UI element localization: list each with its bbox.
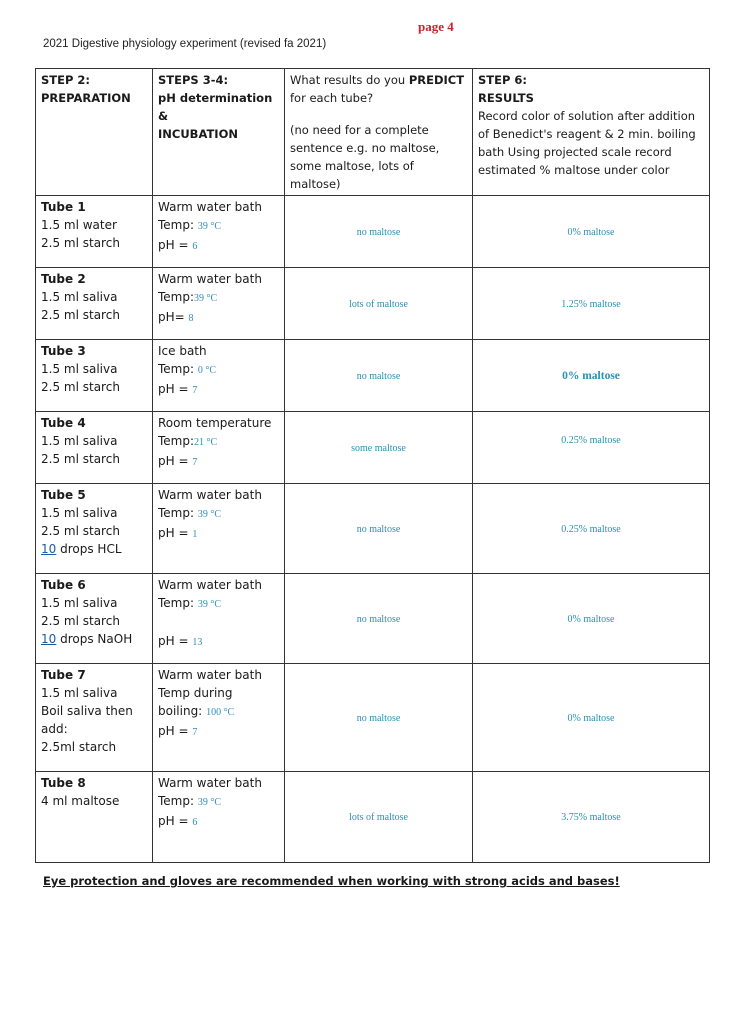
ph-line bbox=[158, 236, 279, 256]
temp-line bbox=[158, 594, 279, 614]
ph-line bbox=[158, 812, 279, 832]
ph-line bbox=[158, 722, 279, 742]
temp-value: 39 °C bbox=[197, 599, 222, 610]
temp-label-line: Temp during bbox=[158, 686, 233, 700]
tube-label: Tube 1 bbox=[41, 200, 86, 214]
incubation-cell bbox=[153, 664, 285, 772]
incubation-cell bbox=[153, 268, 285, 340]
ph-value: 7 bbox=[192, 727, 198, 738]
prep-line: 1.5 ml saliva bbox=[41, 434, 118, 448]
header-row bbox=[36, 69, 710, 196]
prep-line: 4 ml maltose bbox=[41, 794, 120, 808]
incubation-type: Warm water bath bbox=[158, 272, 262, 286]
ph-line bbox=[158, 452, 279, 472]
result-cell bbox=[473, 772, 710, 863]
header-steps34-line2: & bbox=[158, 109, 169, 123]
result-cell bbox=[473, 196, 710, 268]
tube-label: Tube 4 bbox=[41, 416, 86, 430]
result-value: 3.75% maltose bbox=[561, 812, 621, 823]
tube-label: Tube 7 bbox=[41, 668, 86, 682]
result-cell bbox=[473, 340, 710, 412]
prep-line: 1.5 ml saliva bbox=[41, 596, 118, 610]
ph-value: 6 bbox=[192, 817, 198, 828]
result-cell bbox=[473, 268, 710, 340]
header-step6-note: Record color of solution after addition of Benedict's reagent & 2 min. boiling bath Using projected scale record estimated % maltose under color bbox=[478, 109, 696, 177]
ph-value: 7 bbox=[192, 385, 198, 396]
ph-line bbox=[158, 380, 279, 400]
prep-line: 2.5 ml starch bbox=[41, 452, 120, 466]
prediction-value: lots of maltose bbox=[349, 812, 408, 823]
incubation-cell bbox=[153, 772, 285, 863]
prep-cell bbox=[36, 772, 153, 863]
ph-label: pH = bbox=[158, 238, 189, 252]
experiment-table bbox=[35, 68, 710, 863]
prep-line: 2.5 ml starch bbox=[41, 614, 120, 628]
ph-value: 6 bbox=[192, 241, 198, 252]
document-title: 2021 Digestive physiology experiment (revised fa 2021) bbox=[43, 38, 327, 50]
ph-label: pH= bbox=[158, 310, 185, 324]
incubation-cell bbox=[153, 412, 285, 484]
prep-line: 1.5 ml saliva bbox=[41, 290, 118, 304]
header-predict-bold: PREDICT bbox=[408, 73, 465, 87]
incubation-type: Warm water bath bbox=[158, 488, 262, 502]
header-step2 bbox=[36, 69, 153, 196]
ph-value: 1 bbox=[192, 529, 198, 540]
prep-line: 1.5 ml saliva bbox=[41, 362, 118, 376]
temp-line bbox=[158, 216, 279, 236]
prep-cell bbox=[36, 268, 153, 340]
ph-label: pH = bbox=[158, 724, 189, 738]
result-value: 0% maltose bbox=[567, 613, 615, 625]
safety-note: Eye protection and gloves are recommended when working with strong acids and bases! bbox=[43, 874, 620, 888]
header-step6 bbox=[473, 69, 710, 196]
incubation-type: Warm water bath bbox=[158, 200, 262, 214]
result-value: 1.25% maltose bbox=[561, 298, 621, 310]
prep-line: 1.5 ml water bbox=[41, 218, 117, 232]
temp-value: 39 °C bbox=[194, 293, 218, 304]
prediction-cell bbox=[285, 664, 473, 772]
incubation-type: Ice bath bbox=[158, 344, 207, 358]
prediction-cell bbox=[285, 340, 473, 412]
result-cell bbox=[473, 664, 710, 772]
temp-line bbox=[158, 360, 279, 380]
table-row bbox=[36, 412, 710, 484]
result-cell bbox=[473, 574, 710, 664]
prep-line: 2.5 ml starch bbox=[41, 380, 120, 394]
temp-line bbox=[158, 792, 279, 812]
ph-label: pH = bbox=[158, 814, 189, 828]
header-step2-title: STEP 2: bbox=[41, 73, 91, 87]
ph-line bbox=[158, 524, 279, 544]
prediction-value: no maltose bbox=[356, 523, 401, 535]
header-step6-subtitle: RESULTS bbox=[478, 91, 534, 105]
table-row bbox=[36, 664, 710, 772]
result-cell bbox=[473, 412, 710, 484]
prediction-cell bbox=[285, 412, 473, 484]
header-predict-pre: What results do you bbox=[290, 73, 409, 87]
prep-line: Boil saliva then bbox=[41, 704, 133, 718]
incubation-cell bbox=[153, 574, 285, 664]
prediction-value: some maltose bbox=[351, 442, 406, 454]
incubation-type: Room temperature bbox=[158, 416, 272, 430]
table-row bbox=[36, 340, 710, 412]
prep-cell bbox=[36, 574, 153, 664]
drops-label: drops NaOH bbox=[60, 632, 133, 646]
result-value: 0% maltose bbox=[567, 712, 615, 724]
ph-value: 7 bbox=[192, 457, 198, 468]
prediction-value: no maltose bbox=[356, 226, 401, 238]
result-cell bbox=[473, 484, 710, 574]
incubation-cell bbox=[153, 340, 285, 412]
temp-label: Temp: bbox=[158, 218, 195, 232]
table-row bbox=[36, 484, 710, 574]
result-value: 0.25% maltose bbox=[561, 523, 621, 535]
ph-line bbox=[158, 308, 279, 328]
header-predict-post: for each tube? bbox=[290, 91, 374, 105]
prediction-value: no maltose bbox=[356, 370, 401, 382]
header-steps34-line3: INCUBATION bbox=[158, 127, 238, 141]
prediction-cell bbox=[285, 268, 473, 340]
tube-label: Tube 6 bbox=[41, 578, 86, 592]
temp-line bbox=[158, 504, 279, 524]
temp-line bbox=[158, 432, 279, 452]
temp-value: 0 °C bbox=[197, 365, 217, 376]
table-row bbox=[36, 772, 710, 863]
prep-line: 2.5ml starch bbox=[41, 740, 117, 754]
header-predict-question bbox=[290, 71, 467, 107]
incubation-type: Warm water bath bbox=[158, 668, 262, 682]
prediction-cell bbox=[285, 574, 473, 664]
ph-label: pH = bbox=[158, 382, 189, 396]
header-steps34-title: STEPS 3-4: bbox=[158, 73, 229, 87]
result-value: 0% maltose bbox=[562, 370, 620, 382]
table-row bbox=[36, 574, 710, 664]
ph-value: 13 bbox=[192, 637, 203, 648]
prediction-cell bbox=[285, 772, 473, 863]
temp-label: Temp: bbox=[158, 506, 195, 520]
tube-label: Tube 3 bbox=[41, 344, 86, 358]
header-predict bbox=[285, 69, 473, 196]
temp-label: boiling: bbox=[158, 704, 203, 718]
ph-line bbox=[158, 632, 279, 652]
header-steps34 bbox=[153, 69, 285, 196]
temp-value: 100 °C bbox=[206, 707, 235, 718]
temp-value: 39 °C bbox=[197, 509, 222, 520]
prep-cell bbox=[36, 340, 153, 412]
tube-label: Tube 5 bbox=[41, 488, 86, 502]
result-value: 0.25% maltose bbox=[561, 435, 621, 446]
temp-line bbox=[158, 702, 279, 722]
incubation-cell bbox=[153, 484, 285, 574]
drops-label: drops HCL bbox=[60, 542, 122, 556]
incubation-cell bbox=[153, 196, 285, 268]
prep-line: 1.5 ml saliva bbox=[41, 686, 118, 700]
header-step6-title: STEP 6: bbox=[478, 73, 528, 87]
prep-line: add: bbox=[41, 722, 68, 736]
result-value: 0% maltose bbox=[567, 226, 615, 238]
temp-label: Temp: bbox=[158, 794, 195, 808]
prediction-value: lots of maltose bbox=[349, 298, 408, 310]
tube-label: Tube 8 bbox=[41, 776, 86, 790]
prep-line: 2.5 ml starch bbox=[41, 524, 120, 538]
temp-value: 21 °C bbox=[194, 437, 218, 448]
header-predict-note: (no need for a complete sentence e.g. no maltose, some maltose, lots of maltose) bbox=[290, 123, 440, 191]
table-row bbox=[36, 196, 710, 268]
prep-cell bbox=[36, 484, 153, 574]
temp-label: Temp: bbox=[158, 596, 195, 610]
prep-cell bbox=[36, 412, 153, 484]
temp-value: 39 °C bbox=[197, 797, 222, 808]
drops-number: 10 bbox=[41, 542, 57, 556]
ph-label: pH = bbox=[158, 634, 189, 648]
temp-label: Temp: bbox=[158, 290, 195, 304]
header-steps34-line1: pH determination bbox=[158, 91, 273, 105]
ph-label: pH = bbox=[158, 454, 189, 468]
temp-line bbox=[158, 288, 279, 308]
table-row bbox=[36, 268, 710, 340]
prep-line: 2.5 ml starch bbox=[41, 308, 120, 322]
prediction-value: no maltose bbox=[356, 613, 401, 625]
temp-label: Temp: bbox=[158, 362, 195, 376]
prediction-cell bbox=[285, 196, 473, 268]
prep-line: 1.5 ml saliva bbox=[41, 506, 118, 520]
prep-cell bbox=[36, 196, 153, 268]
prep-line: 2.5 ml starch bbox=[41, 236, 120, 250]
header-step2-subtitle: PREPARATION bbox=[41, 91, 131, 105]
ph-label: pH = bbox=[158, 526, 189, 540]
temp-value: 39 °C bbox=[197, 221, 222, 232]
prediction-value: no maltose bbox=[356, 712, 401, 724]
prep-cell bbox=[36, 664, 153, 772]
page-number: page 4 bbox=[418, 19, 454, 34]
ph-value: 8 bbox=[188, 313, 194, 324]
incubation-type: Warm water bath bbox=[158, 776, 262, 790]
prediction-cell bbox=[285, 484, 473, 574]
incubation-type: Warm water bath bbox=[158, 578, 262, 592]
drops-number: 10 bbox=[41, 632, 57, 646]
tube-label: Tube 2 bbox=[41, 272, 86, 286]
temp-label: Temp: bbox=[158, 434, 195, 448]
drops-line bbox=[41, 540, 147, 558]
drops-line bbox=[41, 630, 147, 648]
